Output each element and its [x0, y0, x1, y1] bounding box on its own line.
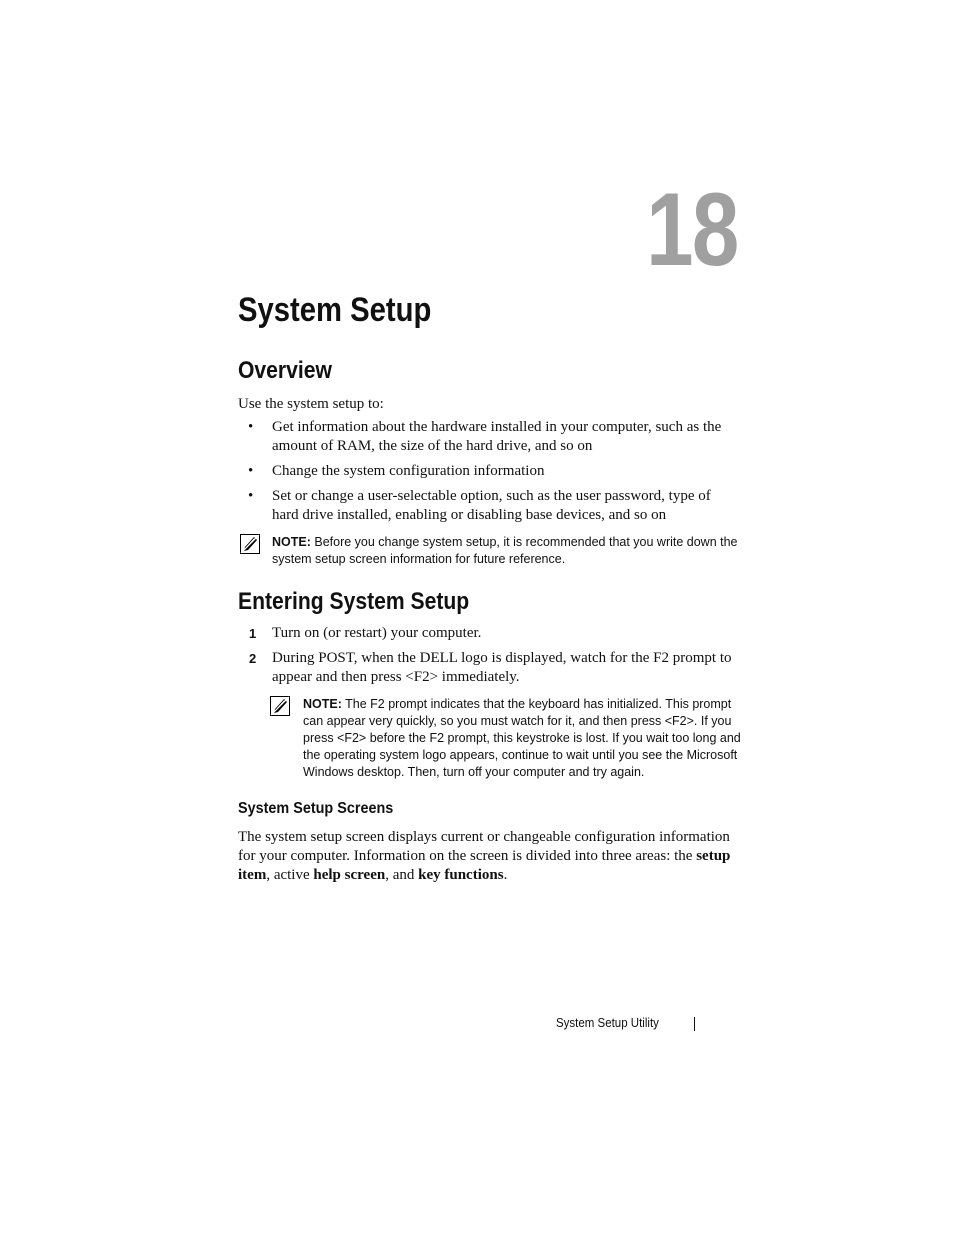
screens-text-start: The system setup screen displays current or changeable configuration information for your computer. Information on the screen is divided into three areas: the	[238, 829, 730, 864]
step-number: 1	[249, 626, 257, 641]
note-label: NOTE:	[303, 697, 342, 711]
footer-divider	[694, 1017, 695, 1031]
term-key-functions: key functions	[418, 867, 504, 883]
chapter-number: 18	[646, 172, 738, 288]
list-item	[238, 624, 738, 643]
list-item	[238, 649, 738, 687]
step-text: During POST, when the DELL logo is displayed, watch for the F2 prompt to appear and then press <F2> immediately.	[272, 650, 732, 685]
entering-steps	[238, 624, 738, 693]
term-setup-item: setup item	[238, 848, 731, 883]
note-text: Before you change system setup, it is recommended that you write down the system setup screen information for future reference.	[272, 535, 738, 566]
overview-heading: Overview	[238, 357, 332, 384]
screens-sep2: , and	[385, 867, 419, 883]
bullet-text: Set or change a user-selectable option, such as the user password, type of hard drive installed, enabling or disabling base devices, and so on	[272, 488, 711, 523]
bullet-icon: •	[248, 488, 254, 504]
list-item	[238, 487, 738, 525]
chapter-title: System Setup	[238, 291, 432, 329]
entering-note	[303, 696, 743, 781]
note-text: The F2 prompt indicates that the keyboard has initialized. This prompt can appear very quickly, so you must watch for it, and then press <F2>. If you press <F2> before the F2 prompt, this keystroke is lost. If you wait too long and the operating system logo appears, continue to wait until you see the Microsoft Windows desktop. Then, turn off your computer and try again.	[303, 697, 741, 779]
overview-note	[272, 534, 742, 568]
step-number: 2	[249, 651, 257, 666]
screens-sep1: , active	[266, 867, 314, 883]
bullet-icon: •	[248, 419, 254, 435]
entering-heading: Entering System Setup	[238, 588, 470, 615]
note-pencil-icon	[270, 696, 290, 716]
screens-paragraph	[238, 828, 738, 885]
overview-intro: Use the system setup to:	[238, 396, 384, 412]
screens-text-end: .	[503, 867, 508, 883]
footer-running-title: System Setup Utility	[556, 1016, 659, 1030]
list-item	[238, 418, 738, 456]
screens-heading: System Setup Screens	[238, 800, 394, 817]
bullet-icon: •	[248, 463, 254, 479]
term-help-screen: help screen	[313, 867, 386, 883]
bullet-text: Change the system configuration information	[272, 463, 545, 479]
overview-bullet-list	[238, 418, 738, 531]
note-label: NOTE:	[272, 535, 311, 549]
bullet-text: Get information about the hardware installed in your computer, such as the amount of RAM, the size of the hard drive, and so on	[272, 419, 722, 454]
note-pencil-icon	[240, 534, 260, 554]
step-text: Turn on (or restart) your computer.	[272, 625, 482, 641]
list-item	[238, 462, 738, 481]
